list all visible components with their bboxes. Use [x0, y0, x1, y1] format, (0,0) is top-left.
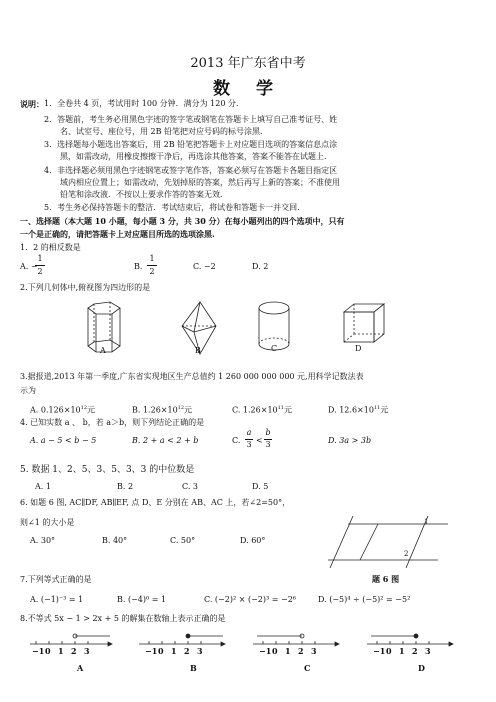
q8-label-a: A: [77, 663, 84, 673]
cylinder-shape: [259, 302, 289, 350]
instruction-line: 2．答题前，考生务必用黑色字迹的签字笔或钢笔在答题卡上填写自己准考证号、姓: [44, 115, 338, 124]
question-4-stem: 4. 已知实数 a 、 b，若 a＞b，则下列结论正确的是: [20, 418, 205, 427]
q4-c-frac1-num: a: [246, 428, 252, 437]
number-line-tick-label: 0: [272, 646, 278, 656]
instruction-line: 3．选择题每小题选出答案后，用 2B 铅笔把答题卡上对应题目选项的答案信息点涂: [44, 140, 338, 149]
q1-option-b: B.: [134, 262, 143, 271]
q5-option-b: B. 2: [117, 482, 134, 491]
q7-option-b: B. (−4)⁰ = 1: [117, 595, 167, 604]
instruction-line: 铅笔和涂改液．不按以上要求作答的答案无效．: [60, 190, 228, 199]
q1-b-denominator: 2: [149, 267, 155, 276]
q1-a-denominator: 2: [37, 267, 43, 276]
number-line-tick-label: −1: [145, 646, 158, 656]
q2-label-c: C: [271, 344, 278, 353]
instruction-line: 4．非选择题必须用黑色字迹钢笔或签字笔作答，答案必须写在答题卡各题目指定区: [44, 166, 338, 175]
arrow-right-icon: [335, 642, 339, 646]
q8-label-d: D: [418, 663, 425, 673]
q1-option-c: C. −2: [193, 262, 216, 271]
q4-c-frac2-num: b: [265, 428, 271, 437]
arrow-right-icon: [449, 642, 453, 646]
q1-option-a: A. −: [20, 262, 38, 271]
q6-option-b: B. 40°: [102, 536, 128, 545]
q7-option-c: C. (−2)² × (−2)³ = −2⁶: [204, 595, 296, 604]
q4-c-frac2-den: 3: [265, 440, 271, 449]
q2-solids-figure: [82, 300, 392, 358]
number-line-tick-label: 2: [184, 646, 190, 656]
question-6-stem-cont: 则∠1 的大小是: [20, 518, 75, 527]
angle-2-label: 2: [404, 550, 409, 558]
q2-label-b: B: [195, 346, 201, 355]
q4-option-b: B. 2 + a < 2 + b: [132, 436, 199, 445]
q8-label-c: C: [304, 663, 311, 673]
q7-option-a: A. (−1)⁻³ = 1: [30, 595, 84, 604]
question-5-stem: 5. 数据 1、2、5、3、5、3、3 的中位数是: [20, 465, 195, 475]
q5-option-c: C. 3: [182, 482, 199, 491]
number-line-tick-label: −1: [373, 646, 386, 656]
q7-option-d: D. (−5)⁴ ÷ (−5)² = −5²: [318, 595, 411, 604]
q4-option-a: A. a − 5 < b − 5: [30, 436, 97, 445]
q2-label-d: D: [355, 344, 362, 353]
q4-c-frac1-den: 3: [246, 440, 252, 449]
fraction-bar: [35, 265, 45, 266]
page-title: 2013 年广东省中考: [190, 56, 306, 71]
number-line-tick-label: 1: [58, 646, 64, 656]
number-line-tick-label: 1: [171, 646, 177, 656]
number-line-tick-label: 2: [412, 646, 418, 656]
number-line-tick-label: 1: [285, 646, 291, 656]
number-line-tick-label: 0: [386, 646, 392, 656]
instruction-line: 黑，如需改动，用橡皮擦擦干净后，再选涂其他答案，答案不能答在试题上．: [60, 152, 332, 161]
arrow-right-icon: [108, 642, 112, 646]
q1-b-numerator: 1: [149, 254, 155, 263]
question-3-stem-cont: 示为: [20, 386, 36, 395]
q3-option-a: A. $0.126\times 10^{12}$元: [30, 405, 96, 415]
q8-label-b: B: [190, 663, 197, 673]
number-line-tick-label: 2: [71, 646, 77, 656]
angle-1-label: 1: [424, 518, 429, 526]
question-1-stem: 1．2 的相反数是: [20, 243, 81, 252]
fraction-bar: [147, 265, 157, 266]
question-8-stem: 8.不等式 5x − 1 > 2x + 5 的解集在数轴上表示正确的是: [20, 614, 226, 623]
number-line-tick-label: 1: [399, 646, 405, 656]
instructions-label: 说明：: [20, 99, 44, 109]
q6-option-d: D. 60°: [240, 536, 266, 545]
number-line-tick-label: 3: [311, 646, 317, 656]
number-line-tick-label: 0: [158, 646, 164, 656]
q5-option-a: A. 1: [35, 482, 51, 491]
question-7-stem: 7.下列等式正确的是: [20, 575, 92, 584]
number-line-tick-label: 3: [425, 646, 431, 656]
number-line-tick-label: 3: [84, 646, 90, 656]
number-line-tick-label: 2: [298, 646, 304, 656]
section-heading: 一、选择题（本大题 10 小题，每小题 3 分，共 30 分）在每小题列出的四个选项中，只有: [20, 216, 345, 226]
question-2-stem: 2.下列几何体中,俯视图为四边形的是: [20, 283, 151, 292]
instruction-line: 5．考生务必保持答题卡的整洁．考试结束后，将试卷和答题卡一并交回．: [44, 203, 306, 212]
instruction-line: 域内相应位置上；如需改动，先划掉原的答案，然后再写上新的答案；不准使用: [60, 178, 340, 187]
number-line-tick-label: −1: [259, 646, 272, 656]
instruction-line: 1．全卷共 4 页，考试用时 100 分钟．满分为 120 分．: [44, 99, 244, 108]
q6-option-c: C. 50°: [170, 536, 196, 545]
figure-6-caption: 题 6 图: [372, 574, 400, 584]
number-line-tick-label: 3: [197, 646, 203, 656]
q6-option-a: A. 30°: [30, 536, 56, 545]
q5-option-d: D. 5: [252, 482, 269, 491]
q3-option-c: C. $1.26\times 10^{11}$元: [232, 405, 292, 415]
q4-c-lt: <: [256, 436, 263, 445]
number-line-tick-label: 0: [45, 646, 51, 656]
q4-option-c: C.: [232, 436, 241, 445]
question-6-stem: 6. 如题 6 图, AC∥DF, AB∥EF, 点 D、E 分别在 AB、AC 上，若∠2=50°，: [20, 498, 291, 507]
q6-parallel-lines-figure: [318, 512, 458, 572]
instruction-line: 名、试室号、座位号，用 2B 铅笔把对应号码的标号涂黑．: [60, 127, 269, 136]
arrow-right-icon: [221, 642, 225, 646]
hexagonal-prism-shape: [88, 302, 120, 352]
question-3-stem: 3.据报道,2013 年第一季度,广东省实现地区生产总值约 1 260 000 000 000 元,用科学记数法表: [20, 372, 364, 381]
q3-option-d: D. $12.6\times 10^{11}$元: [328, 405, 389, 415]
q1-a-numerator: 1: [37, 254, 43, 263]
q3-option-b: B. $1.26\times 10^{12}$元: [132, 405, 193, 415]
q1-option-d: D. 2: [252, 262, 269, 271]
subject-title: 数 学: [213, 79, 283, 99]
cube-shape: [344, 304, 384, 342]
q2-label-a: A: [100, 346, 106, 355]
section-heading: 一个是正确的，请把答题卡上对应题目所选的选项涂黑.: [20, 229, 215, 239]
q4-option-d: D. 3a > 3b: [328, 436, 372, 445]
number-line-tick-label: −1: [32, 646, 45, 656]
